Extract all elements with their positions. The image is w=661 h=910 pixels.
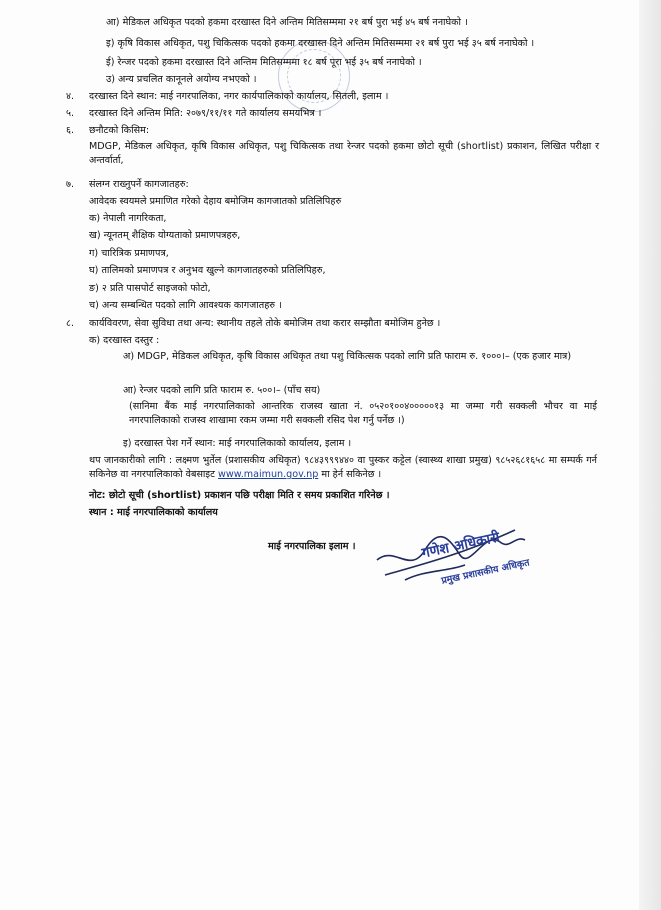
section-6-heading: छनौटको किसिम: [89, 125, 150, 136]
fee-item-a: अ) MDGP, मेडिकल अधिकृत, कृषि विकास अधिकृत तथा पशु चिकित्सक पदको लागि प्रति फाराम रु. १०००।– (एक हजार मात्र) [123, 351, 572, 362]
section-6-body: MDGP, मेडिकल अधिकृत, कृषि विकास अधिकृत, पशु चिकित्सक तथा रेन्जर पदको हकमा छोटो सूची (shortlist) प्रकाशन, लिखित परीक्षा र अन्तर्वार्ता, [89, 141, 599, 166]
fee-item-aa: आ) रेन्जर पदको लागि प्रति फाराम रु. ५००।– (पाँच सय) [123, 385, 321, 396]
section-6-number: ६. [66, 125, 75, 136]
section-4-text: दरखास्त दिने स्थान: माई नगरपालिका, नगर कार्यपालिकाको कार्यालय, सितली, इलाम । [89, 91, 389, 102]
section-4-number: ४. [66, 91, 75, 102]
document-list-item: ग) चारित्रिक प्रमाणपत्र, [89, 248, 169, 259]
signatory-title: प्रमुख प्रशासकीय अधिकृत [440, 557, 531, 587]
section-8-number: ८. [66, 318, 75, 329]
section-5-text: दरखास्त दिने अन्तिम मिति: २०७९/११/११ गते कार्यालय समयभित्र । [89, 108, 322, 119]
criteria-i: इ) कृषि विकास अधिकृत, पशु चिकित्सक पदको हकमा दरखास्त दिने अन्तिम मितिसम्ममा २१ बर्ष पुरा भई ३५ बर्ष ननाघेको । [106, 38, 535, 49]
document-list-item: घ) तालिमको प्रमाणपत्र र अनुभव खुल्ने कागजातहरुको प्रतिलिपिहरु, [89, 265, 326, 276]
fee-heading: क) दरखास्त दस्तुर : [89, 335, 160, 346]
criteria-u: उ) अन्य प्रचलित कानूनले अयोग्य नभएको । [106, 74, 257, 85]
shortlist-note: नोट: छोटो सूची (shortlist) प्रकाशन पछि परीक्षा मिति र समय प्रकाशित गरिनेछ । [89, 490, 390, 501]
document-list-item: क) नेपाली नागरिकता, [89, 213, 167, 224]
place-line: स्थान : माई नगरपालिकाको कार्यालय [89, 507, 218, 518]
issuer-line: माई नगरपालिका इलाम । [268, 541, 356, 552]
contact-info: थप जानकारीको लागि : लक्ष्मण भुर्तेल (प्रशासकीय अधिकृत) ९८४३९९९४४० वा पुस्कर कट्टेल (स्वास्थ्य शाखा प्रमुख) ९८५२६८१६५८ मा सम्पर्क गर्न सकिनेछ वा नगरपालिकाको वेबसाइट www.maimun.gov.np मा हेर्न सकिनेछ । [89, 455, 597, 480]
criteria-aa: आ) मेडिकल अधिकृत पदको हकमा दरखास्त दिने अन्तिम मितिसम्ममा २१ बर्ष पुरा भई ४५ बर्ष ननाघेको । [106, 17, 468, 28]
document-list-item: ङ) २ प्रति पासपोर्ट साइजको फोटो, [89, 283, 211, 294]
section-7-number: ७. [66, 179, 75, 190]
document-list-item: ख) न्यूनतम् शैक्षिक योग्यताको प्रमाणपत्रहरु, [89, 230, 241, 241]
fee-payment-note: (सानिमा बैंक माई नगरपालिकाको आन्तरिक राजस्व खाता नं. ०५२०१००४०००००१३ मा जम्मा गरी सक्कली भौचर वा माई नगरपालिकाको राजस्व शाखामा रकम जम्मा गरी सक्कली रसिद पेश गर्नु पर्नेछ ।) [129, 401, 597, 426]
page-edge-shadow [639, 0, 661, 910]
section-5-number: ५. [66, 108, 75, 119]
document-list-item: च) अन्य सम्बन्धित पदको लागि आवश्यक कागजातहरु । [89, 300, 282, 311]
criteria-ii: ई) रेन्जर पदको हकमा दरखास्त दिने अन्तिम मितिसम्ममा १८ बर्ष पूरा भई ३५ बर्ष ननाघेको । [106, 57, 422, 68]
signatory-name: गणेश अधिकारी [420, 529, 502, 562]
section-7-intro: आवेदक स्वयमले प्रमाणित गरेको देहाय बमोजिम कागजातको प्रतिलिपिहरु [89, 196, 342, 207]
website-link[interactable]: www.maimun.gov.np [218, 469, 319, 480]
fee-item-i: इ) दरखास्त पेश गर्ने स्थान: माई नगरपालिकाको कार्यालय, इलाम । [123, 438, 352, 449]
section-7-heading: संलग्न राख्नुपर्ने कागजातहरु: [89, 179, 189, 190]
section-8-text: कार्यविवरण, सेवा सुविधा तथा अन्य: स्थानीय तहले तोके बमोजिम तथा करार सम्झौता बमोजिम हुनेछ । [89, 318, 441, 329]
